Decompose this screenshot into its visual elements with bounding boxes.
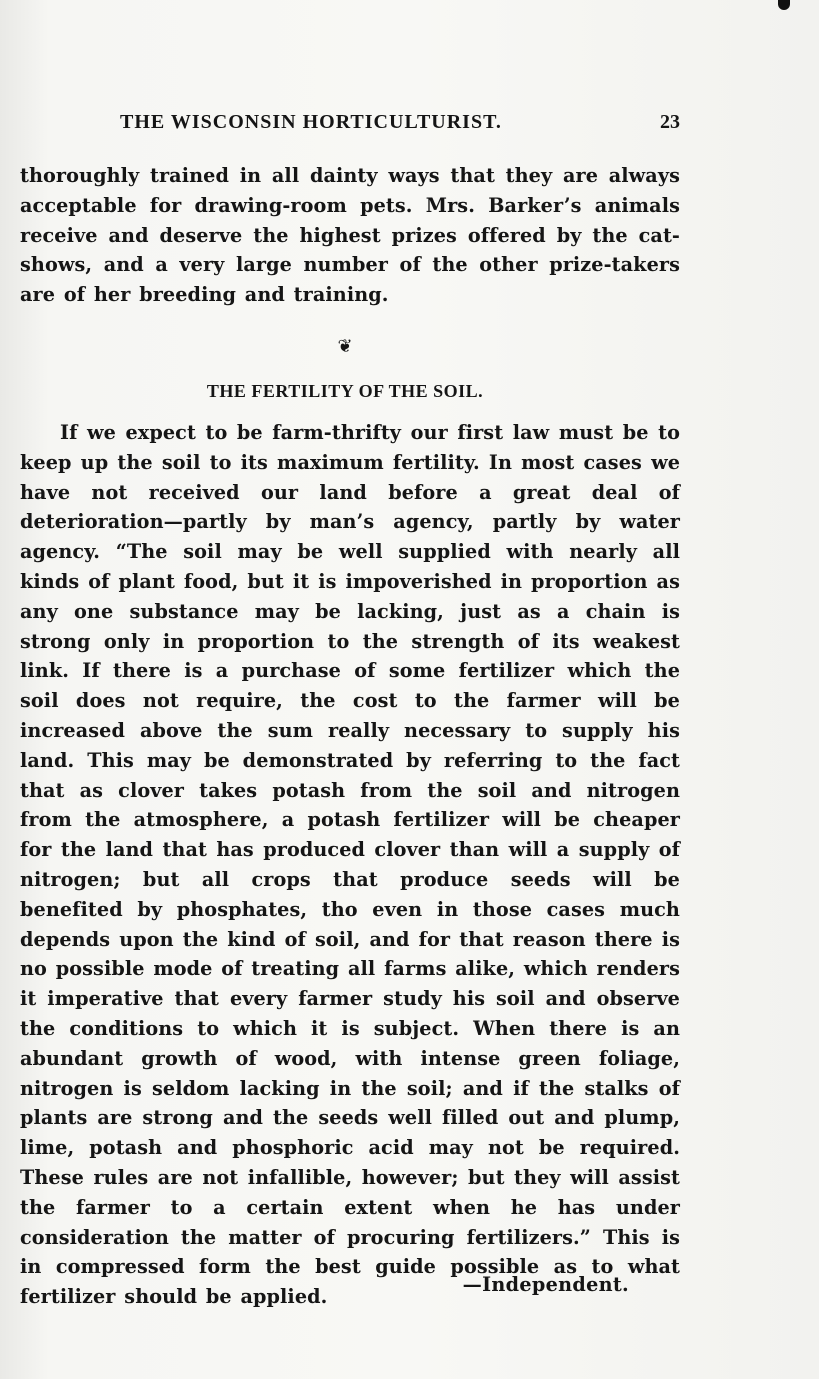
- section-ornament-icon: ❦: [337, 336, 353, 357]
- paragraph-fertility: If we expect to be farm-thrifty our first law must be to keep up the soil to its maximum fertility. In most cases we have not received our land before a great deal of deterioration—partly by man’s agency, partly by water agency. “The soil may be well supplied with nearly all kinds of plant food, but it is impoverished in proportion as any one substance may be lacking, just as a chain is strong only in proportion to the strength of its weakest link. If there is a purchase of some fertilizer which the soil does not require, the cost to the farmer will be increased above the sum really necessary to supply his land. This may be demonstrated by referring to the fact that as clover takes potash from the soil and nitrogen from the atmosphere, a potash fertilizer will be cheaper for the land that has produced clover than will a supply of nitrogen; but all crops that produce seeds will be benefited by phosphates, tho even in those cases much depends upon the kind of soil, and for that reason there is no possible mode of treating all farms alike, which renders it imperative that every farmer study his soil and observe the conditions to which it is subject. When there is an abundant growth of wood, with intense green foliage, nitrogen is seldom lacking in the soil; and if the stalks of plants are strong and the seeds well filled out and plump, lime, potash and phosphoric acid may not be required. These rules are not infallible, however; but they will assist the farmer to a certain extent when he has under consideration the matter of procuring fertilizers.” This is in compressed form the best guide possible as to what fertilizer should be applied.: [20, 421, 680, 1309]
- attribution: —Independent.: [462, 1273, 629, 1296]
- page-number: 23: [660, 111, 680, 133]
- ink-mark: [778, 0, 790, 10]
- section-title: THE FERTILITY OF THE SOIL.: [206, 381, 484, 401]
- paragraph-continuation: thoroughly trained in all dainty ways that they are always acceptable for drawing-room pets. Mrs. Barker’s animals receive and deserve the highest prizes offered by the cat-shows, and a very large number of the other prize-takers are of her breeding and training.: [20, 164, 680, 307]
- running-title: THE WISCONSIN HORTICULTURIST.: [120, 111, 502, 133]
- page-header: [120, 111, 680, 143]
